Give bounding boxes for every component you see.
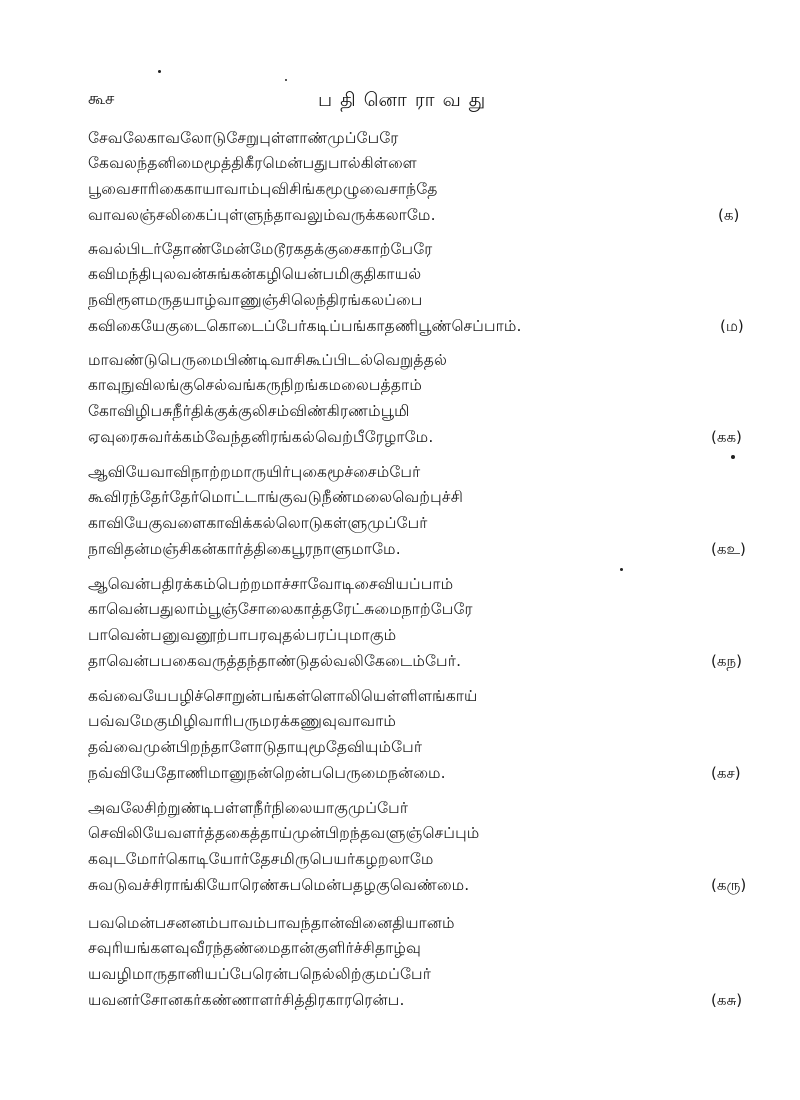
verse-line: பவ்வமேகுமிழிவாரிபருமரக்கணுவுவாவாம்: [88, 712, 397, 730]
verse-line: கேவலந்தனிமைமூத்திகீரமென்பதுபால்கிள்ளை: [88, 154, 417, 172]
verse-line: யவழிமாருதானியப்பேரென்பநெல்லிற்குமப்பேர்: [88, 965, 431, 983]
verse-number: (ம): [720, 317, 744, 335]
ink-speck: [158, 70, 161, 73]
verse-line: செவிலியேவளர்த்தகைத்தாய்முன்பிறந்தவளுஞ்செப்பும்: [88, 824, 480, 842]
verse-line: பவமென்பசனனம்பாவம்பாவந்தான்வினைதியானம்: [88, 914, 455, 932]
verse-number: (கசு): [711, 991, 743, 1009]
verse-line: கவ்வையேபழிச்சொறுன்பங்கள்ளொலியெள்ளிளங்காய்: [88, 687, 478, 705]
verse-number: (கந): [711, 652, 742, 670]
verse-line: யவனர்சோனகர்கண்ணாளர்சித்திரகாரரென்ப.: [88, 991, 405, 1009]
verse-line: ஆவியேவாவிநாற்றமாருயிர்புகைமூச்சைம்பேர்: [88, 463, 421, 481]
verse-line: தவ்வைமுன்பிறந்தாளோடுதாயுமூதேவியும்பேர்: [88, 738, 423, 756]
verse-line: நாவிதன்மஞ்சிகன்கார்த்திகைபூரநாளுமாமே.: [88, 540, 401, 558]
verse-line: காவென்பதுலாம்பூஞ்சோலைகாத்தரேட்சுமைநாற்பேரே: [88, 600, 473, 618]
verse-number: (கக): [711, 428, 742, 446]
verse-number: (க): [718, 206, 740, 224]
verse-line: கூவிரந்தேர்தேர்மொட்டாங்குவடுநீண்மலைவெற்புச்சி: [88, 488, 464, 506]
verse-line: கவுடமோர்கொடியோர்தேசமிருபெயர்கழறலாமே: [88, 850, 434, 868]
verse-line: கோவிழிபசுநீர்திக்குக்குலிசம்விண்கிரணம்பூமி: [88, 402, 410, 420]
page-title: பதினொராவது: [318, 89, 494, 111]
verse-line: சேவலேகாவலோடுசேறுபுள்ளாண்முப்பேரே: [88, 129, 399, 147]
verse-line: பாவென்பனுவனூற்பாபரவுதல்பரப்புமாகும்: [88, 626, 397, 644]
verse-line: தாவென்பபகைவருத்தந்தாண்டுதல்வலிகேடைம்பேர்.: [88, 652, 462, 670]
verse-number: (கஉ): [711, 540, 746, 558]
verse-line: ஏவுரைசுவர்க்கம்வேந்தனிரங்கல்வெற்பீரேழாமே.: [88, 428, 434, 446]
verse-line: கவிமந்திபுலவன்சுங்கன்கழியென்பமிகுதிகாயல்: [88, 265, 422, 283]
verse-line: நவ்வியேதோணிமானுநன்றென்பபெருமைநன்மை.: [88, 764, 446, 782]
verse-line: நவிரூளமருதயாழ்வாணுஞ்சிலெந்திரங்கலப்பை: [88, 291, 423, 309]
ink-speck: [285, 79, 287, 81]
verse-line: கவிகையேகுடைகொடைப்பேர்கடிப்பங்காதணிபூண்செப்பாம்.: [88, 317, 522, 335]
page-number: கூச: [88, 89, 115, 109]
verse-line: காவியேகுவளைகாவிக்கல்லொடுகள்ளுமுப்பேர்: [88, 514, 428, 532]
verse-number: (கச): [711, 764, 741, 782]
verse-line: சவுரியங்களவுவீரந்தண்மைதான்குளிர்ச்சிதாழ்வு: [88, 939, 422, 957]
verse-number: (கரு): [711, 876, 747, 894]
verse-line: ஆவென்பதிரக்கம்பெற்றமாச்சாவோடிசைவியப்பாம்: [88, 575, 454, 593]
verse-line: சுவல்பிடர்தோண்மேன்மேடூரகதக்குசைகாற்பேரே: [88, 240, 433, 258]
verse-line: மாவண்டுபெருமைபிண்டிவாசிகூப்பிடல்வெறுத்தல்: [88, 351, 448, 369]
verse-line: அவலேசிற்றுண்டிபள்ளநீர்நிலையாகுமுப்பேர்: [88, 799, 409, 817]
verse-line: காவுநுவிலங்குசெல்வங்கருநிறங்கமலைபத்தாம்: [88, 376, 422, 394]
verse-line: சுவடுவச்சிராங்கியோரெண்சுபமென்பதழகுவெண்மை.: [88, 876, 470, 894]
verse-line: பூவைசாரிகைகாயாவாம்புவிசிங்கமூழுவைசாந்தே: [88, 180, 438, 198]
ink-speck: [731, 455, 735, 459]
verse-line: வாவலஞ்சலிகைப்புள்ளுந்தாவலும்வருக்கலாமே.: [88, 206, 436, 224]
